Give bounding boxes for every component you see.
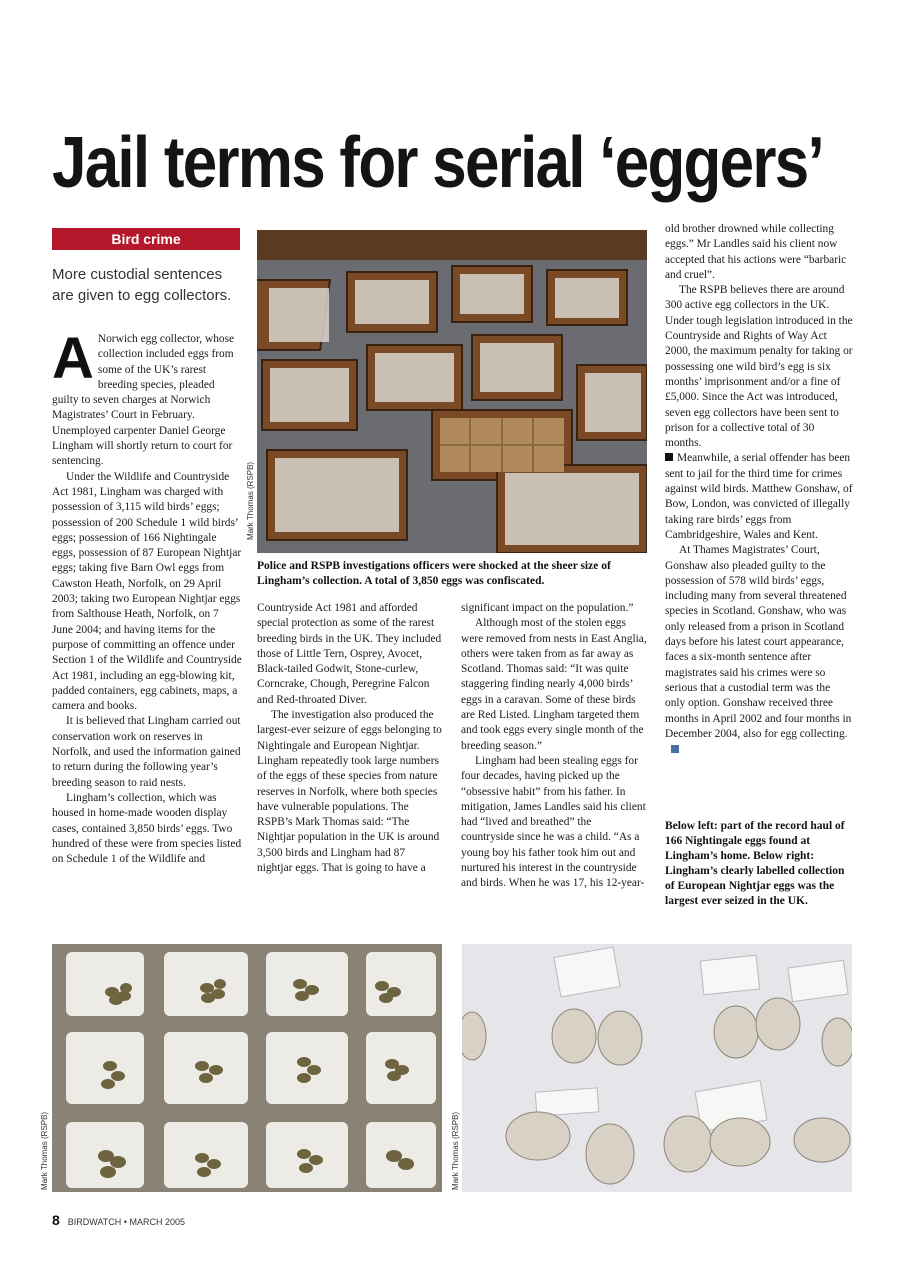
article-paragraph: old brother drowned while collecting eggs.” Mr Landles said his client now accepted that his actions were “barbaric and cruel”. xyxy=(665,223,847,281)
photo-credit-bottom-left: Mark Thomas (RSPB) xyxy=(40,1111,49,1190)
egg-cabinets-illustration xyxy=(257,230,647,553)
nightjar-eggs-illustration xyxy=(462,944,852,1192)
standfirst: More custodial sentences are given to egg collectors. xyxy=(52,266,232,304)
main-photo-egg-cabinets xyxy=(257,230,647,553)
bullet-square-icon xyxy=(665,453,673,461)
article-paragraph: Under the Wildlife and Countryside Act 1981, Lingham was charged with possession of 3,115 wild birds’ eggs; possession of 200 Schedule 1 wild birds’ eggs; possession of 166 Nightingale eggs, possession of 87 European Nightjar eggs; taking five Barn Owl eggs from Cawston Heath, Norfolk, on 29 April 2003; taking two European Nightjar eggs from Salthouse Heath, Norfolk, on 7 June 2004; and having items for the purpose of committing an offence under Section 1 of the Wildlife and Countryside Act 1981, including an egg-blowing kit, padded containers, egg cabinets, maps, a camera and books. xyxy=(52,470,242,713)
headline: Jail terms for serial ‘eggers’ xyxy=(52,123,823,203)
end-marker-icon xyxy=(671,745,679,753)
article-paragraph: A Norwich egg collector, whose collection included eggs from some of the UK’s rarest breeding species, pleaded guilty to seven charges at Norwich Magistrates’ Court in February. Unemployed carpenter Daniel George Lingham will shortly return to court for sentencing. xyxy=(52,326,235,468)
article-paragraph: Lingham’s collection, which was housed in home-made wooden display cases, contained 3,850 birds’ eggs. Two hundred of these were from species listed on Schedule 1 of the Wildlife and xyxy=(52,791,242,866)
article-paragraph: Lingham had been stealing eggs for four decades, having picked up the “obsessive habit” from his father. In mitigation, James Landles said his client had “lived and breathed” the countryside since he was a child. “As a young boy his father took him out and nurtured his interest in the countryside and birds. When he was 17, his 12-year- xyxy=(461,754,646,890)
photo-credit-bottom-right: Mark Thomas (RSPB) xyxy=(451,1111,460,1190)
publication-info: BIRDWATCH • MARCH 2005 xyxy=(67,1217,185,1227)
article-paragraph: The RSPB believes there are around 300 active egg collectors in the UK. Under tough legislation introduced in the Countryside and Rights of Way Act 2000, the maximum penalty for taking or possessing one wild bird’s egg is six months’ imprisonment and/or a fine of £5,000. Since the Act was introduced, seven egg collectors have been sent to prison for a collective total of 30 months. xyxy=(665,284,853,450)
photo-nightjar-eggs xyxy=(462,944,852,1192)
article-paragraph: Meanwhile, a serial offender has been sent to jail for the third time for crimes against wild birds. Matthew Gonshaw, of Bow, London, was convicted of illegally taking rare birds’ eggs from Cambridgeshire, Wales and Kent. xyxy=(665,452,853,541)
main-photo-caption: Police and RSPB investigations officers were shocked at the sheer size of Lingham’s collection. A total of 3,850 eggs was confiscated. xyxy=(257,560,611,587)
drop-cap: A xyxy=(52,326,94,391)
photo-nightingale-eggs xyxy=(52,944,442,1192)
article-paragraph: It is believed that Lingham carried out conservation work on reserves in Norfolk, and used the information gained to return during the following year’s breeding season to raid nests. xyxy=(52,715,241,789)
photo-credit-main: Mark Thomas (RSPB) xyxy=(246,461,255,540)
article-paragraph: The investigation also produced the largest-ever seizure of eggs belonging to Nightingale and European Nightjar. Lingham repeatedly took large numbers of the eggs of these species from nature reserves in Norfolk, where both species have vulnerable populations. The RSPB’s Mark Thomas said: “The Nightjar population in the UK is around 3,500 birds and Lingham had 87 nightjar eggs. That is going to have a xyxy=(257,709,442,875)
article-column-4 xyxy=(665,222,853,757)
section-tag: Bird crime xyxy=(52,228,240,250)
nightingale-eggs-illustration xyxy=(52,944,442,1192)
article-paragraph: Countryside Act 1981 and afforded special protection as some of the rarest breeding birds in the UK. They included those of Little Tern, Osprey, Avocet, Black-tailed Godwit, Stone-curlew, Corncrake, Chough, Peregrine Falcon and Red-throated Diver. xyxy=(257,602,442,706)
article-column-1 xyxy=(52,326,242,867)
page-footer xyxy=(52,1212,185,1228)
page-number: 8 xyxy=(52,1212,60,1228)
article-column-2 xyxy=(257,601,443,876)
article-paragraph: Although most of the stolen eggs were removed from nests in East Anglia, others were taken from as far away as Scotland. Thomas said: “It was quite staggering finding nearly 4,000 birds’ eggs in a caravan. Some of these birds are Red Listed. Lingham targeted them and took eggs every single month of the breeding season.” xyxy=(461,617,647,752)
article-column-3 xyxy=(461,601,647,892)
article-paragraph: At Thames Magistrates’ Court, Gonshaw also pleaded guilty to the possession of 578 wild birds’ eggs, including many from several threatened species in Scotland. Gonshaw, who was only released from a prison in Scotland days before his latest court appearance, faces a six-month sentence after magistrates said his crimes were so serious that a custodial term was the only option. Gonshaw received three months in April 2002 and four months in December 2004, also for egg collecting. xyxy=(665,543,853,757)
bottom-photos-caption: Below left: part of the record haul of 166 Nightingale eggs found at Lingham’s home. Below right: Lingham’s clearly labelled collection of European Nightjar eggs was the largest ever seized in the UK. xyxy=(665,820,845,907)
article-paragraph: significant impact on the population.” xyxy=(461,602,634,614)
